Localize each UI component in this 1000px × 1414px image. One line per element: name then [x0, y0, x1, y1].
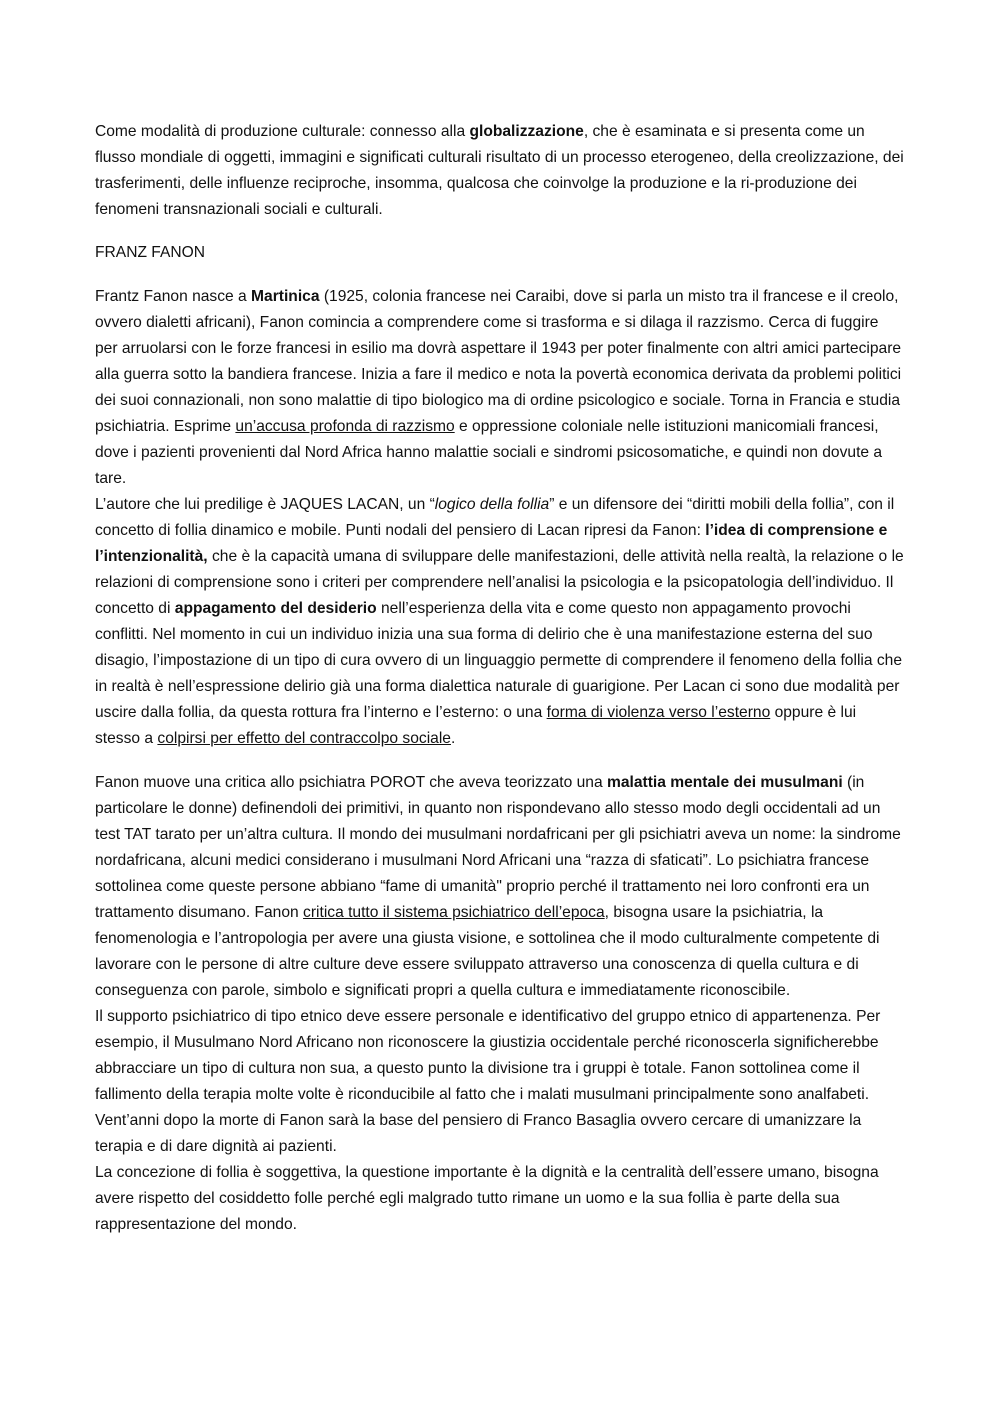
text-run: Come modalità di produzione culturale: connesso alla	[95, 123, 470, 140]
bold-phrase: l’idea di comprensione e l’intenzionalità,	[95, 522, 888, 565]
paragraph-lacan	[95, 492, 905, 752]
paragraph-porot-critique	[95, 770, 905, 1004]
italic-phrase: logico della follia	[434, 496, 550, 513]
text-run: Frantz Fanon nasce a	[95, 288, 252, 305]
text-run: nell’esperienza della vita e come questo non appagamento provochi conflitti. Nel momento in cui un individuo inizia una sua forma di delirio che è una manifestazione esterna del suo disagio, l’impostazione di un tipo di cura ovvero di un linguaggio permette di comprendere il fenomeno della follia che in realtà è nell’espressione delirio già una forma dialettica naturale di guarigione. Per Lacan ci sono due modalità per uscire dalla follia, da questa rottura fra l’interno e l’esterno: o una	[95, 600, 903, 721]
text-run: Fanon muove una critica allo psichiatra POROT che aveva teorizzato una	[95, 774, 607, 791]
section-heading: FRANZ FANON	[95, 244, 206, 261]
paragraph-basaglia: Vent’anni dopo la morte di Fanon sarà la base del pensiero di Franco Basaglia ovvero cercare di umanizzare la terapia e di dare dignità ai pazienti.	[95, 1112, 862, 1155]
text-run: .	[450, 730, 456, 747]
text-run: (in particolare le donne) definendoli dei primitivi, in quanto non rispondevano allo stesso modo degli occidentali ad un test TAT tarato per un’altra cultura. Il mondo dei musulmani nordafricani per gli psichiatri aveva un nome: la sindrome nordafricana, alcuni medici considerano i musulmani Nord Africani una “razza di sfaticati”. Lo psichiatra francese sottolinea come queste persone abbiano “fame di umanità" proprio perché il trattamento nei loro confronti era un trattamento disumano. Fanon	[95, 774, 901, 921]
bold-phrase: appagamento del desiderio	[174, 600, 377, 617]
paragraph-globalization	[95, 119, 905, 223]
paragraph-madness-conception: La concezione di follia è soggettiva, la questione importante è la dignità e la centralità dell’essere umano, bisogna avere rispetto del cosiddetto folle perché egli malgrado tutto rimane un uomo e la sua follia è parte della sua rappresentazione del mondo.	[95, 1164, 879, 1233]
text-run: (1925, colonia francese nei Caraibi, dove si parla un misto tra il francese e il creolo, ovvero dialetti africani), Fanon comincia a comprendere come si trasforma e si dilaga il razzismo. Cerca di fuggire per arruolarsi con le forze francesi in esilio ma dovrà aspettare il 1943 per poter finalmente con altri amici partecipare alla guerra sotto la bandiera francese. Inizia a fare il medico e nota la povertà economica derivata da problemi politici dei suoi connazionali, non sono malattie di tipo biologico ma di ordine psicologico e sociale. Torna in Francia e studia psichiatria. Esprime	[95, 288, 902, 435]
text-run: e oppressione coloniale nelle istituzioni manicomiali francesi, dove i pazienti provenienti dal Nord Africa hanno malattie sociali e sindromi psicosomatiche, e quindi non dovute a tare.	[95, 418, 883, 487]
text-run: oppure è lui stesso a	[95, 704, 857, 747]
underlined-phrase: colpirsi per effetto del contraccolpo sociale	[157, 730, 451, 747]
text-run: che è la capacità umana di sviluppare delle manifestazioni, delle attività nella realtà, la relazione o le relazioni di comprensione sono i criteri per comprendere nell’analisi la psicologia e la psicopatologia dell’individuo. Il concetto di	[95, 548, 904, 617]
text-run: , bisogna usare la psichiatria, la fenomenologia e l’antropologia per avere una giusta visione, e sottolinea che il modo culturalmente competente di lavorare con le persone di altre culture deve essere sviluppato attraverso una conoscenza di quella cultura e di conseguenza con parole, simbolo e significati propri a quella cultura e immediatamente riconoscibile.	[95, 904, 880, 999]
document-body	[95, 119, 905, 1238]
bold-phrase: malattia mentale dei musulmani	[606, 774, 843, 791]
underlined-phrase: critica tutto il sistema psichiatrico dell’epoca	[303, 904, 605, 921]
bold-term-martinica: Martinica	[251, 288, 320, 305]
underlined-phrase: un’accusa profonda di razzismo	[235, 418, 455, 435]
underlined-phrase: forma di violenza verso l’esterno	[546, 704, 771, 721]
text-run: , che è esaminata e si presenta come un flusso mondiale di oggetti, immagini e significati culturali risultato di un processo eterogeneo, della creolizzazione, dei trasferimenti, delle influenze reciproche, insomma, qualcosa che coinvolge la produzione e la ri-produzione dei fenomeni transnazionali sociali e culturali.	[95, 123, 904, 218]
paragraph-fanon-biography	[95, 284, 905, 492]
text-run: ” e un difensore dei “diritti mobili della follia”, con il concetto di follia dinamico e mobile. Punti nodali del pensiero di Lacan ripresi da Fanon:	[95, 496, 895, 539]
bold-term-globalizzazione: globalizzazione	[469, 123, 584, 140]
text-run: L’autore che lui predilige è JAQUES LACAN, un “	[95, 496, 435, 513]
paragraph-ethnic-support: Il supporto psichiatrico di tipo etnico deve essere personale e identificativo del gruppo etnico di appartenenza. Per esempio, il Musulmano Nord Africano non riconoscere la giustizia occidentale perché riconoscerla significherebbe abbracciare un tipo di cultura non sua, a questo punto la divisione tra i gruppi è totale. Fanon sottolinea come il fallimento della terapia molte volte è riconducibile al fatto che i malati musulmani principalmente sono analfabeti.	[95, 1008, 881, 1103]
